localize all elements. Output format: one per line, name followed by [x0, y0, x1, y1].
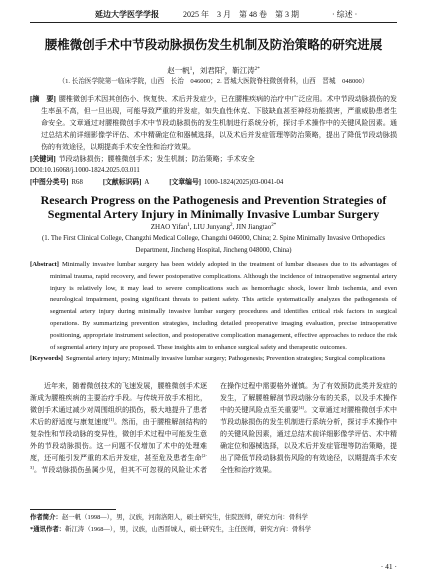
journal-name: 延边大学医学学报 — [95, 10, 159, 19]
affiliation-mark: 1 — [187, 223, 190, 228]
author-name: ZHAO Yifan — [150, 223, 188, 231]
body-text-segment: 。然而，由于腰椎解剖结构的复杂性和节段动脉的变异性，微创手术过程中可能发生意外的节段动脉损伤。这一问题不仅增加了术中的处理难度，还可能引发严重的术后并发症，甚至危及患者生命 — [30, 418, 208, 463]
title-chinese: 腰椎微创手术中节段动脉损伤发生机制及防治策略的研究进展 — [44, 38, 383, 52]
section-tag: · 综述 · — [332, 10, 358, 19]
author-separator: ， — [192, 66, 200, 75]
footnote-label: *通讯作者： — [30, 526, 66, 533]
keywords-text: Segmental artery injury; Minimally invasive lumbar surgery; Pathogenesis; Prevention strategies; Surgical complications — [65, 355, 386, 363]
footnote-text: 赵一帆（1998—），男，汉族，河南洛阳人，硕士研究生，住院医师，研究方向：骨科学 — [61, 514, 308, 521]
body-paragraph — [30, 380, 397, 476]
doi-line: DOI:10.16068/j.1000-1824.2025.03.011 — [30, 167, 140, 174]
keywords-english — [30, 353, 397, 365]
affiliation-mark: 2 — [222, 67, 225, 72]
authors-english — [30, 222, 397, 233]
affiliation-mark: 1 — [189, 67, 193, 72]
footnote-rule — [30, 509, 116, 510]
running-header — [30, 8, 397, 21]
doc-code-group — [103, 179, 149, 186]
author-separator: , — [189, 223, 194, 231]
title-english: Research Progress on the Pathogenesis and Prevention Strategies of Segmental Artery Injury in Minimally Invasive Lumbar Surgery — [40, 193, 387, 221]
keywords-label: [关键词] — [30, 155, 56, 163]
author-name: 赵一帆 — [167, 66, 190, 75]
corresponding-author-footnote — [30, 524, 397, 536]
abstract-text: 腰椎微创手术因其创伤小、恢复快、术后并发症少，已在腰椎疾病的治疗中广泛应用。术中节段动脉损伤的发生率虽不高，但一旦出现，可能导致严重的并发症，如失血性休克、下肢缺血甚至神经功能损害，严重威胁患者生命安全。文章通过对腰椎微创手术中节段动脉损伤的发生机制进行系统分析，探讨手术操作中的关键风险因素。通过总结术前详细影像学评估、术中精确定位和器械选择，以及术后并发症管理等防治策略，提出了降低节段动脉损伤的有效途径，以期提高手术安全性和治疗效果。 — [41, 95, 397, 151]
affiliation-chinese: （1. 长治医学院第一临床学院，山西 长治 046000；2. 晋城大医院脊柱微创骨科，山西 晋城 048000） — [58, 78, 369, 85]
author-name: 靳江涛 — [232, 66, 255, 75]
author-bio-footnote — [30, 512, 397, 524]
doc-code-label: [文献标识码] — [102, 179, 142, 186]
keywords-label: [Keywords] — [30, 355, 63, 363]
article-number-group — [169, 179, 283, 186]
abstract-label: [Abstract] — [30, 261, 59, 268]
abstract-text: Minimally invasive lumbar surgery has been widely adopted in the treatment of lumbar diseases due to its advantages of minimal trauma, rapid recovery, and fewer postoperative complications. Although the incidence of intraoperative segmental artery injury is relatively low, it may lead to severe complications such as hemorrhagic shock, lower limb ischemia, and even neurological impairment, posing significant threats to patient safety. This article systematically analyzes the pathogenesis of segmental artery injury during minimally invasive lumbar surgery procedures and identifies critical risk factors in surgical operations. By summarizing prevention strategies, including detailed preoperative imaging evaluation, precise intraoperative positioning, appropriate instrument selection, and postoperative complication management, effective approaches to reduce the risk of segmental artery injury are proposed. These insights aim to enhance surgical safety and therapeutic outcomes. — [50, 261, 397, 351]
body-text-segment: 。节段动脉损伤虽属少见，但其不可忽视的风险让术者在操作过程中需要格外谨慎。为了有效预防此类并发症的发生，了解腰椎解剖节段动脉分布的关系，以及手术操作中的关键风险点至关重要 — [33, 382, 397, 475]
footnotes — [30, 512, 397, 536]
authors-chinese — [30, 65, 397, 76]
issue-info: 2025 年 3 月 第 48 卷 第 3 期 — [183, 10, 299, 19]
affiliation-mark: 2* — [271, 223, 277, 228]
abstract-chinese — [30, 93, 397, 153]
clc-label: [中图分类号] — [30, 179, 69, 186]
affiliation-mark: 2* — [254, 67, 260, 72]
clc-value: R68 — [71, 179, 83, 186]
keywords-text: 节段动脉损伤；腰椎微创手术；发生机制；防治策略；手术安全 — [58, 155, 255, 163]
author-name: LIU Junyang — [193, 223, 231, 231]
doc-code-value: A — [144, 179, 150, 186]
footnote-text: 靳江涛（1968—），男，汉族，山西晋城人，硕士研究生，主任医师，研究方向：骨科学 — [65, 526, 312, 533]
page-number: · 41 · — [380, 562, 397, 571]
classification-line — [30, 177, 397, 189]
citation-ref: [1] — [108, 417, 115, 423]
author-separator: , — [232, 223, 237, 231]
abstract-label: [摘 要] — [30, 95, 56, 103]
abstract-english — [30, 259, 397, 353]
clc-group — [30, 179, 83, 186]
header-rule — [30, 22, 397, 23]
author-separator: ， — [224, 66, 233, 75]
author-name: JIN Jiangtao — [236, 223, 272, 231]
article-number-value: 1000-1824(2025)03-0041-04 — [204, 179, 284, 186]
article-number-label: [文章编号] — [169, 179, 202, 186]
keywords-chinese — [30, 153, 397, 165]
article-front-matter — [30, 37, 397, 476]
citation-ref: [4] — [298, 405, 305, 411]
citation-ref: [2-3] — [30, 453, 207, 471]
affiliation-english: (1. The First Clinical College, Changzhi Medical College, Changzhi 046000, China; 2. Spine Minimally Invasive Orthopedics Department, Jincheng Hospital, Jincheng 048000, China) — [41, 235, 386, 254]
body-text-segment: 。文章通过对腰椎微创手术中节段动脉损伤的发生机制进行系统分析，探讨手术操作中的关键风险因素，通过总结术前详细影像学评估、术中精确定位和器械选择，以及术后并发症管理等防治策略，提出了降低节段动脉损伤风险的有效途径，以期提高手术安全性和治疗效果。 — [220, 406, 398, 475]
footnote-label: 作者简介： — [30, 514, 62, 521]
body-text-segment: 近年来，随着微创技术的飞速发展，腰椎微创手术逐渐成为腰椎疾病的主要治疗手段。与传统开放手术相比，微创手术通过减少对周围组织的损伤，极大地提升了患者术后的舒适度与康复速度 — [30, 382, 207, 427]
author-name: 刘君阳 — [199, 66, 223, 75]
affiliation-mark: 2 — [230, 223, 233, 228]
